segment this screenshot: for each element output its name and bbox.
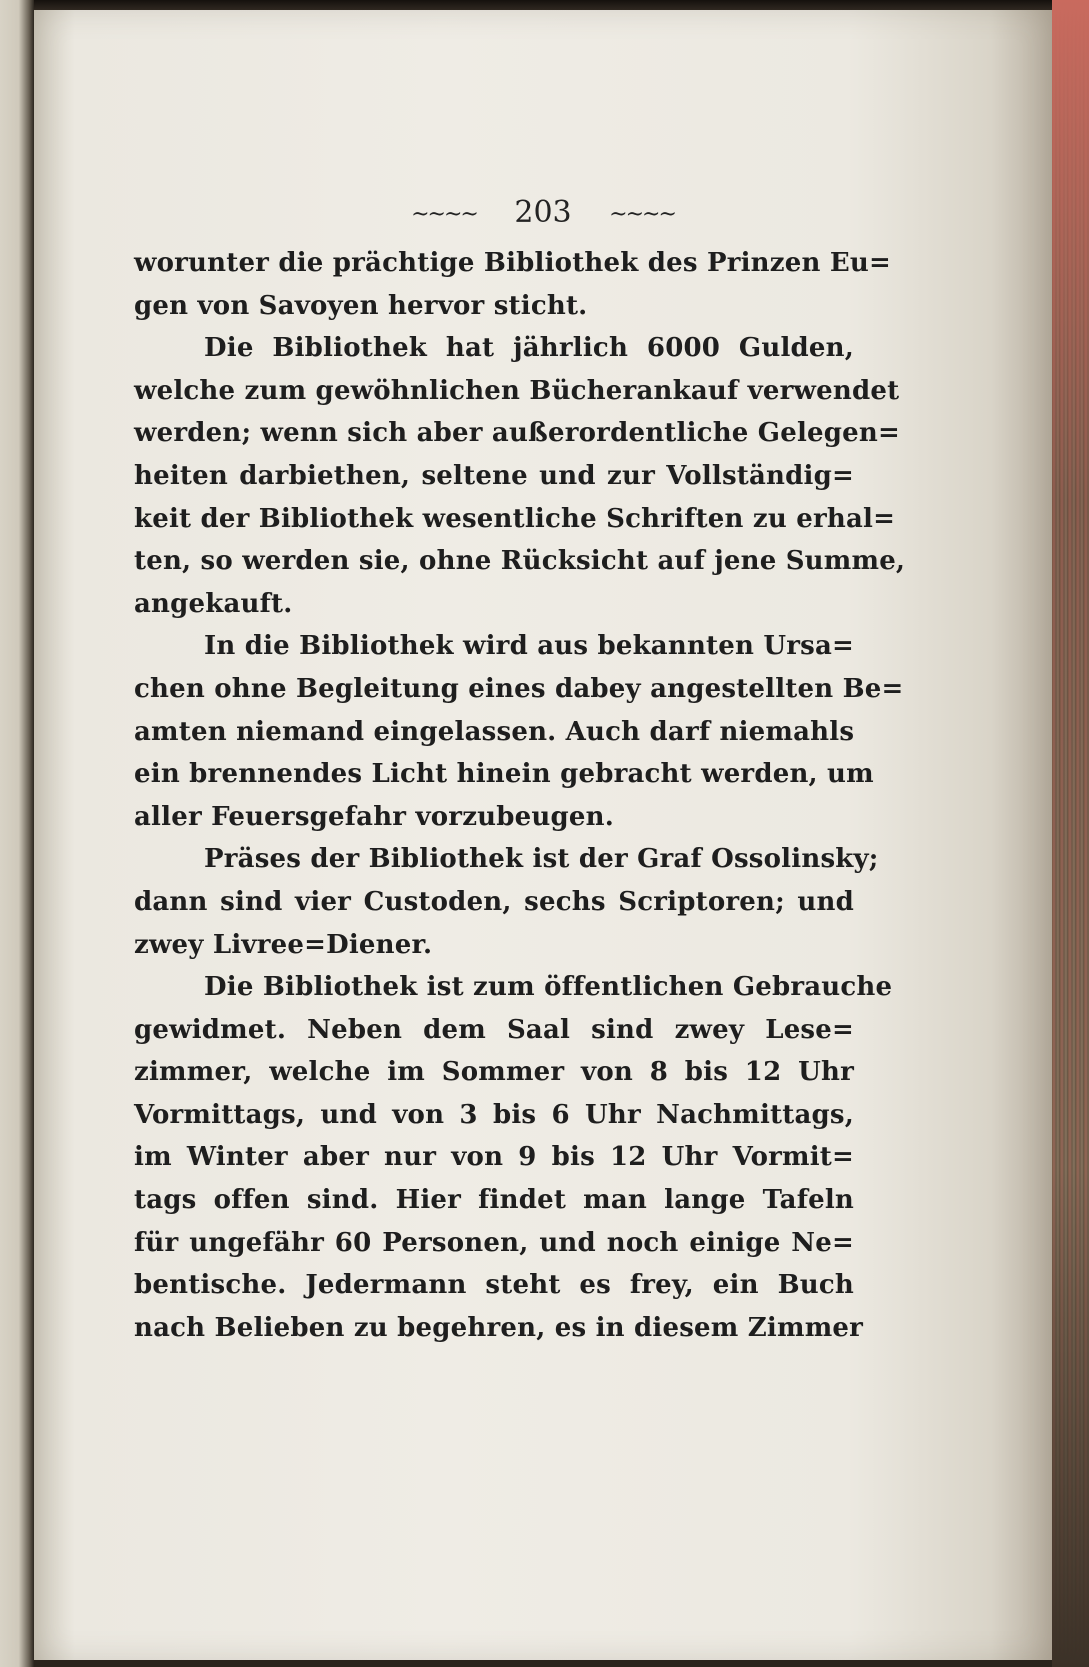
text-line: nach Belieben zu begehren, es in diesem Zimmer	[134, 1312, 864, 1343]
text-line: welche zum gewöhnlichen Bücherankauf verwendet	[134, 375, 900, 406]
text-line: worunter die prächtige Bibliothek des Prinzen Eu=	[134, 248, 891, 278]
page-number: 203	[514, 195, 572, 230]
facing-page-edge	[0, 0, 34, 1667]
text-line: ein brennendes Licht hinein gebracht werden, um	[134, 759, 874, 790]
body-text	[134, 242, 906, 1349]
paragraph	[134, 242, 891, 327]
paragraph	[134, 327, 906, 625]
text-line: aller Feuersgefahr vorzubeugen.	[134, 801, 614, 832]
text-line: Die Bibliothek ist zum öffentlichen Gebrauche	[204, 972, 893, 1003]
header-ornament-right: ~~~~	[609, 201, 675, 227]
text-line: zwey Livree=Diener.	[134, 929, 433, 960]
text-line: amten niemand eingelassen. Auch darf niemahls	[134, 716, 855, 747]
paragraph	[134, 625, 904, 838]
header-ornament-left: ~~~~	[411, 201, 477, 227]
book-fore-edge	[1052, 0, 1089, 1667]
text-line: zimmer, welche im Sommer von 8 bis 12 Uhr	[134, 1057, 854, 1088]
text-line: Präses der Bibliothek ist der Graf Ossolinsky;	[204, 844, 879, 875]
text-line: bentische. Jedermann steht es frey, ein Buch	[134, 1270, 854, 1301]
text-line: chen ohne Begleitung eines dabey angestellten Be=	[134, 673, 904, 704]
text-line: tags offen sind. Hier findet man lange Tafeln	[134, 1185, 854, 1216]
text-line: In die Bibliothek wird aus bekannten Ursa=	[204, 631, 854, 662]
page-header	[34, 195, 1052, 230]
page-sheet	[34, 10, 1052, 1660]
paragraph	[134, 838, 879, 966]
text-line: im Winter aber nur von 9 bis 12 Uhr Vormit=	[134, 1142, 854, 1173]
text-line: Vormittags, und von 3 bis 6 Uhr Nachmittags,	[134, 1099, 854, 1130]
text-line: dann sind vier Custoden, sechs Scriptoren; und	[134, 886, 854, 917]
text-line: gewidmet. Neben dem Saal sind zwey Lese=	[134, 1014, 854, 1045]
text-line: angekauft.	[134, 588, 293, 619]
text-line: werden; wenn sich aber außerordentliche Gelegen=	[134, 418, 900, 449]
text-line: für ungefähr 60 Personen, und noch einige Ne=	[134, 1227, 854, 1258]
text-line: heiten darbiethen, seltene und zur Vollständig=	[134, 460, 854, 491]
text-line: keit der Bibliothek wesentliche Schriften zu erhal=	[134, 503, 896, 534]
text-line: Die Bibliothek hat jährlich 6000 Gulden,	[204, 333, 854, 364]
text-line: gen von Savoyen hervor sticht.	[134, 290, 588, 321]
paragraph	[134, 966, 893, 1349]
text-line: ten, so werden sie, ohne Rücksicht auf jene Summe,	[134, 546, 906, 577]
